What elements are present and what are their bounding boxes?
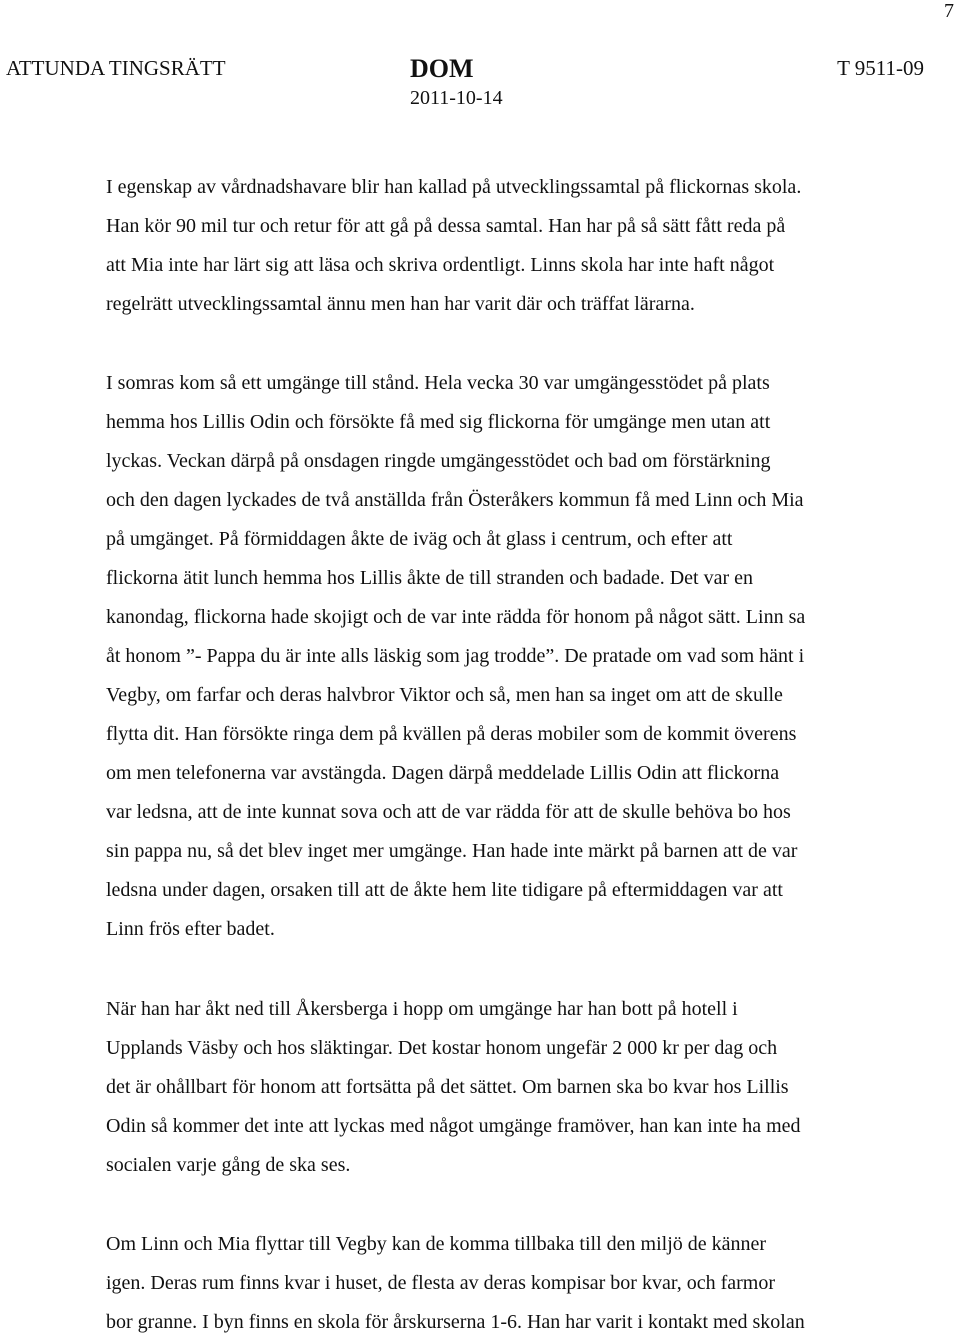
page-number: 7: [944, 0, 954, 22]
text-line: regelrätt utvecklingssamtal ännu men han har varit där och träffat lärarna.: [106, 293, 695, 315]
text-line: åt honom ”- Pappa du är inte alls läskig som jag trodde”. De pratade om vad som hänt i: [106, 645, 805, 667]
document-date: 2011-10-14: [410, 87, 503, 109]
text-line: det är ohållbart för honom att fortsätta på det sättet. Om barnen ska bo kvar hos Lillis: [106, 1076, 789, 1098]
text-line: flickorna ätit lunch hemma hos Lillis åkte de till stranden och badade. Det var en: [106, 567, 754, 589]
text-line: lyckas. Veckan därpå på onsdagen ringde umgängesstödet och bad om förstärkning: [106, 450, 771, 472]
paragraph: [106, 990, 912, 1185]
text-line: flytta dit. Han försökte ringa dem på kvällen på deras mobiler som de kommit överens: [106, 723, 797, 745]
text-line: på umgänget. På förmiddagen åkte de iväg och åt glass i centrum, och efter att: [106, 528, 733, 550]
text-line: Vegby, om farfar och deras halvbror Viktor och så, men han sa inget om att de skulle: [106, 684, 783, 706]
text-line: När han har åkt ned till Åkersberga i hopp om umgänge har han bott på hotell i: [106, 998, 738, 1020]
body-text: [106, 990, 912, 1185]
document-header: [0, 54, 960, 114]
text-line: Om Linn och Mia flyttar till Vegby kan de komma tillbaka till den miljö de känner: [106, 1233, 767, 1255]
text-line: Odin så kommer det inte att lyckas med något umgänge framöver, han kan inte ha med: [106, 1115, 801, 1137]
text-line: Upplands Väsby och hos släktingar. Det kostar honom ungefär 2 000 kr per dag och: [106, 1037, 778, 1059]
text-line: att Mia inte har lärt sig att läsa och skriva ordentligt. Linns skola har inte haft något: [106, 254, 775, 276]
body-text: [106, 168, 912, 324]
text-line: Linn frös efter badet.: [106, 918, 275, 940]
text-line: sin pappa nu, så det blev inget mer umgänge. Han hade inte märkt på barnen att de var: [106, 840, 798, 862]
body-text: [106, 364, 912, 949]
body-text: [106, 1225, 912, 1342]
paragraph: [106, 168, 912, 324]
text-line: I egenskap av vårdnadshavare blir han kallad på utvecklingssamtal på flickornas skola.: [106, 176, 802, 198]
case-number: T 9511-09: [837, 56, 924, 80]
text-line: bor granne. I byn finns en skola för årskurserna 1-6. Han har varit i kontakt med skolan: [106, 1311, 805, 1333]
text-line: var ledsna, att de inte kunnat sova och att de var rädda för att de skulle behöva bo hos: [106, 801, 791, 823]
text-line: igen. Deras rum finns kvar i huset, de flesta av deras kompisar bor kvar, och farmor: [106, 1272, 775, 1294]
text-line: hemma hos Lillis Odin och försökte få med sig flickorna för umgänge men utan att: [106, 411, 771, 433]
text-line: Han kör 90 mil tur och retur för att gå på dessa samtal. Han har på så sätt fått reda på: [106, 215, 786, 237]
text-line: socialen varje gång de ska ses.: [106, 1154, 351, 1176]
text-line: ledsna under dagen, orsaken till att de åkte hem lite tidigare på eftermiddagen var att: [106, 879, 783, 901]
text-line: om men telefonerna var avstängda. Dagen därpå meddelade Lillis Odin att flickorna: [106, 762, 780, 784]
court-name: ATTUNDA TINGSRÄTT: [6, 56, 226, 80]
document-type: DOM: [410, 54, 474, 83]
text-line: I somras kom så ett umgänge till stånd. Hela vecka 30 var umgängesstödet på plats: [106, 372, 770, 394]
paragraph: [106, 364, 912, 949]
text-line: och den dagen lyckades de två anställda från Österåkers kommun få med Linn och Mia: [106, 489, 804, 511]
paragraph: [106, 1225, 912, 1342]
text-line: kanondag, flickorna hade skojigt och de var inte rädda för honom på något sätt. Linn sa: [106, 606, 806, 628]
